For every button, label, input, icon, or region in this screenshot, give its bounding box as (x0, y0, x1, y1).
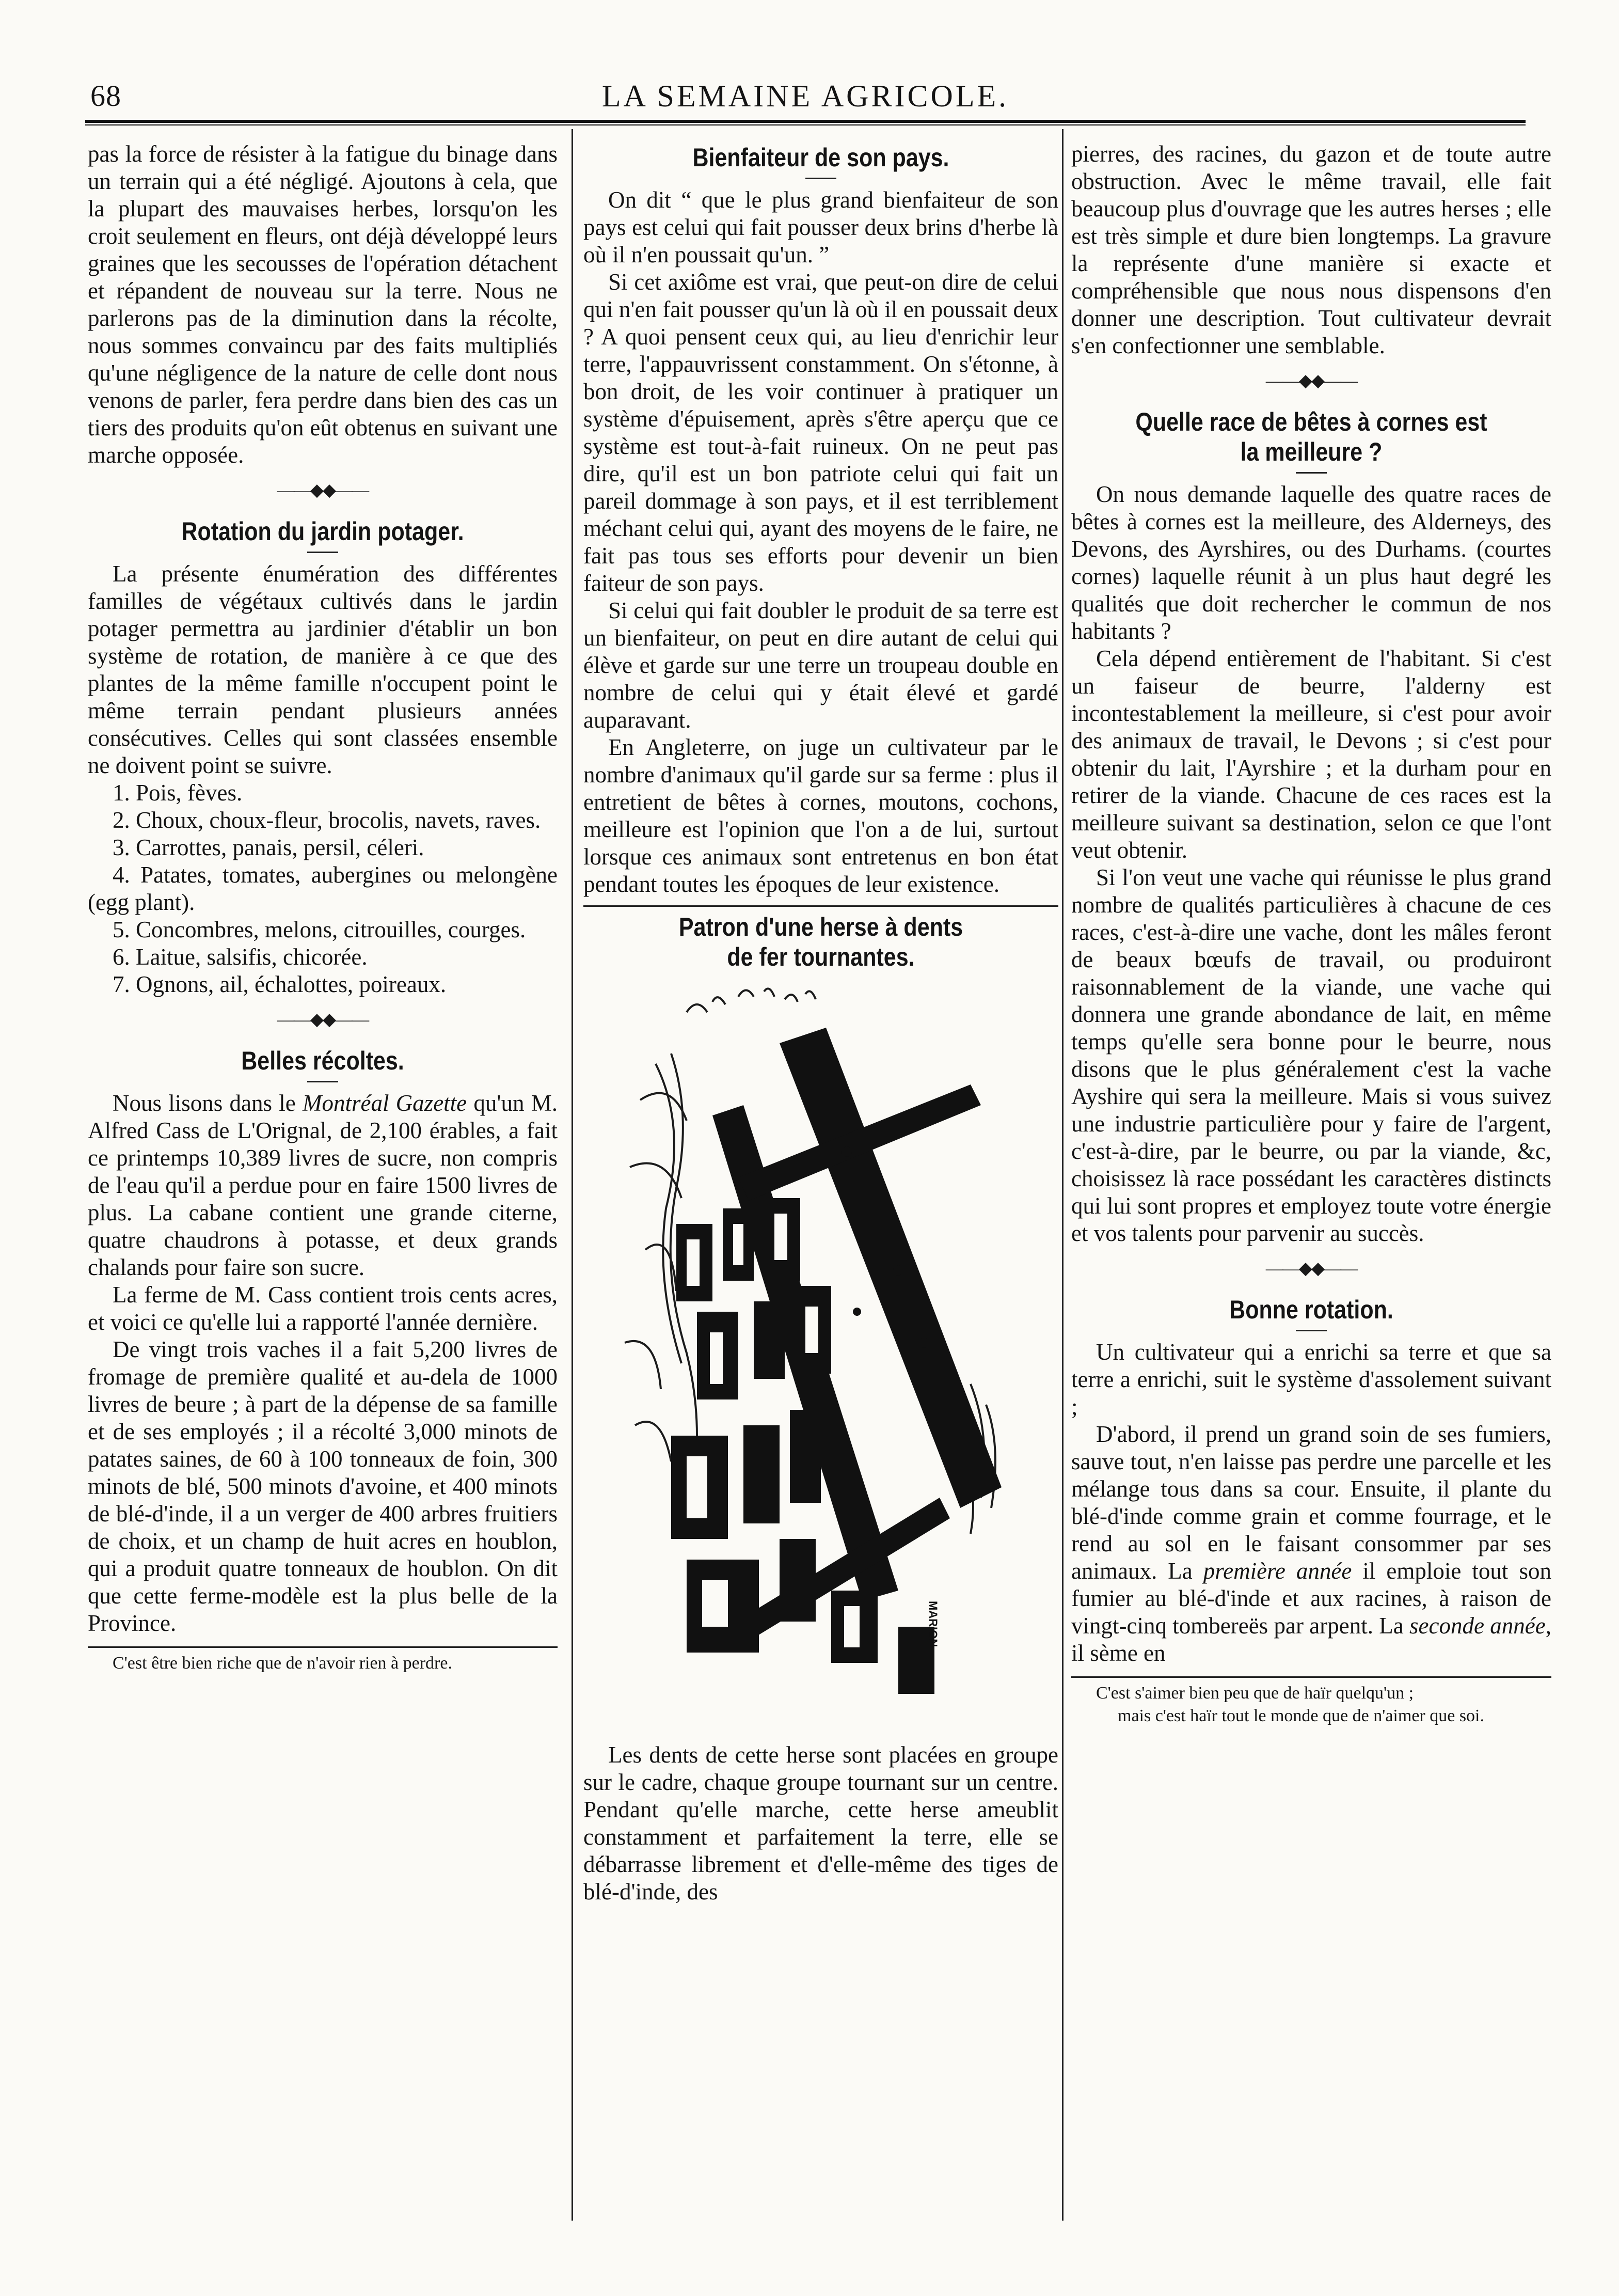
column-1 (88, 140, 558, 2253)
article-paragraph: La ferme de M. Cass contient trois cents acres, et voici ce qu'elle lui a rapporté l'année dernière. (88, 1282, 558, 1335)
section-ornament: ——◆◆—— (277, 481, 369, 500)
article-paragraph: Si celui qui fait doubler le produit de sa terre est un bienfaiteur, on peut en dire autant de celui qui élève et garde sur une terre un troupeau double en nombre de celui qui y était élevé et gardé auparavant. (583, 597, 1058, 733)
newspaper-name: Montréal Gazette (302, 1090, 467, 1116)
title-dash (1296, 472, 1327, 474)
article-paragraph: Si cet axiôme est vrai, que peut-on dire de celui qui n'en fait pousser qu'un là où il en poussait deux ? A quoi pensent ceux qui, au lieu d'enrichir leur terre, l'appauvrissent constamment. On s'étonne, à bon droit, de les voir continuer à pratiquer un système d'épuisement, après s'être aperçu que ce système est tout-à-fait ruineux. On ne peut pas dire, qu'il est un bon patriote celui qui fait un pareil dommage à son pays, et il est terriblement méchant celui qui, ayant des moyens de le faire, ne fait pas tous ses efforts pour devenir un bien faiteur de son pays. (583, 269, 1058, 596)
article-paragraph: On dit “ que le plus grand bienfaiteur de son pays est celui qui fait pousser deux brins d'herbe là où il n'en poussait qu'un. ” (583, 187, 1058, 268)
footer-quote: C'est être bien riche que de n'avoir rien à perdre. (113, 1654, 452, 1673)
section-ornament: ——◆◆—— (277, 1010, 369, 1029)
list-item: 2. Choux, choux-fleur, brocolis, navets, raves. (113, 807, 541, 833)
column-2 (583, 140, 1058, 2253)
harrow-engraving (609, 981, 1033, 1730)
page-number: 68 (90, 79, 121, 113)
header-rule (85, 120, 1526, 125)
running-head (85, 78, 1526, 115)
column-rule (1062, 129, 1064, 2221)
article-title-herse-line1: Patron d'une herse à dents (678, 913, 963, 941)
title-dash (307, 1081, 338, 1082)
section-ornament: ——◆◆—— (1265, 371, 1357, 390)
article-title-bienfaiteur: Bienfaiteur de son pays. (692, 143, 949, 172)
article-paragraph (88, 1090, 558, 1281)
column-3 (1071, 140, 1551, 2253)
article-title-race-line2: la meilleure ? (1240, 437, 1383, 466)
article-title-belles-recoltes: Belles récoltes. (241, 1046, 404, 1075)
section-ornament: ——◆◆—— (1265, 1259, 1357, 1278)
article-title-bonne-rotation: Bonne rotation. (1229, 1295, 1393, 1324)
text-run: D'abord, il prend un grand soin de ses fumiers, sauve tout, n'en laisse pas perdre une parcelle et les mélange tous dans sa cour. Ensuite, il plante du blé-d'inde comme grain et comme fourrage, et le rend au sol en le faisant consommer par ses animaux. La (1071, 1421, 1551, 1584)
article-paragraph: La présente énumération des différentes familles de végétaux cultivés dans le jardin potager permettra au jardinier d'établir un bon système de rotation, de manière à ce que des plantes de la même famille n'occupent point le même terrain pendant plusieurs années consécutives. Celles qui sont classées ensemble ne doivent point se suivre. (88, 561, 558, 778)
footer-rule (88, 1646, 558, 1648)
footer-rule (1071, 1676, 1551, 1678)
article-title-race-line1: Quelle race de bêtes à cornes est (1135, 407, 1487, 436)
text-run: , il sème en (1071, 1613, 1551, 1666)
figure-caption: Les dents de cette herse sont placées en groupe sur le cadre, chaque groupe tournant sur un centre. Pendant qu'elle marche, cette herse ameublit constamment et parfaitement la terre, elle se débarrasse librement et d'elle-même des tiges de blé-d'inde, des (583, 1742, 1058, 1905)
emphasis: première année (1203, 1558, 1352, 1584)
list-item: 7. Ognons, ail, échalottes, poireaux. (113, 971, 447, 997)
article-continuation: pas la force de résister à la fatigue du binage dans un terrain qui a été négligé. Ajoutons à cela, que la plupart des mauvaises herbes, lorsqu'on les croit seulement en fleurs, ont déjà développé leurs graines que les secousses de l'opération détachent et répandent de nouveau sur la terre. Nous ne parlerons pas de la diminution dans la récolte, nous sommes convaincu par des faits multipliés qu'une négligence de la nature de celle dont nous venons de parler, fera perdre dans bien des cas un tiers des produits qu'on eût obtenus en suivant une marche opposée. (88, 141, 558, 468)
article-paragraph: Un cultivateur qui a enrichi sa terre et que sa terre a enrichi, suit le système d'assolement suivant ; (1071, 1339, 1551, 1420)
list-item: 5. Concombres, melons, citrouilles, courges. (113, 917, 526, 942)
article-paragraph: Si l'on veut une vache qui réunisse le plus grand nombre de qualités particulières à chacune de ces races, c'est-à-dire une vache, dont les mâles feront de beaux bœufs de travail, ou produiront raisonnablement de la viande, une vache qui donnera une grande abondance de lait, en même temps qu'elle sera bonne pour le beurre, nous disons que le plus généralement c'est la vache Ayshire qui sera la meilleure. Mais si vous suivez une industrie particulière pour y faire de l'argent, c'est-à-dire, par le beurre, ou par la viande, &c, choisissez là race possédant les caractères distincts qui lui sont propres et employez toute votre énergie et vos talents pour parvenir au succès. (1071, 864, 1551, 1246)
list-item: 1. Pois, fèves. (113, 780, 243, 806)
article-paragraph: De vingt trois vaches il a fait 5,200 livres de fromage de première qualité et au-dela de 1000 livres de beure ; à part de la dépense de sa famille et de ses employés ; il a récolté 3,000 minots de patates saines, de 60 à 100 tonneaux de foin, 300 minots de blé, 500 minots d'avoine, et 400 minots de blé-d'inde, il a un verger de 400 arbres fruitiers de choix, et un champ de huit acres en houblon, qui a produit quatre tonneaux de houblon. On dit que cette ferme-modèle est la plus belle de la Province. (88, 1336, 558, 1636)
text-run: il emploie tout son fumier au blé-d'inde et aux racines, à raison de vingt-cinq tombereës par arpent. La (1071, 1558, 1551, 1639)
list-item: 4. Patates, tomates, aubergines ou melongène (egg plant). (88, 862, 558, 915)
text-run: Nous lisons dans le (113, 1090, 303, 1116)
column-rule (572, 129, 573, 2221)
footer-quote-line1: C'est s'aimer bien peu que de haïr quelqu'un ; (1096, 1684, 1414, 1703)
title-dash (1296, 1330, 1327, 1331)
list-item: 3. Carrottes, panais, persil, céleri. (113, 835, 424, 860)
article-paragraph: En Angleterre, on juge un cultivateur par le nombre d'animaux qu'il garde sur sa ferme : plus il entretient de bêtes à cornes, moutons, cochons, meilleure est l'opinion que l'on a de lui, surtout lorsque ces animaux sont entretenus en bon état pendant toutes les époques de leur existence. (583, 734, 1058, 897)
article-continuation: pierres, des racines, du gazon et de toute autre obstruction. Avec le même travail, elle fait beaucoup plus d'ouvrage que les autres herses ; elle est très simple et dure bien longtemps. La gravure la représente d'une manière si exacte et compréhensible que nous nous dispensons d'en donner une description. Tout cultivateur devrait s'en confectionner une semblable. (1071, 141, 1551, 358)
journal-title: LA SEMAINE AGRICOLE. (601, 79, 1009, 113)
article-paragraph: On nous demande laquelle des quatre races de bêtes à cornes est la meilleure, des Alderneys, des Devons, des Ayrshires, ou des Durhams. (courtes cornes) laquelle réunit à un plus haut degré les qualités que doit rechercher le commun de nos habitants ? (1071, 481, 1551, 644)
section-rule (583, 905, 1058, 907)
text-run: qu'un M. Alfred Cass de L'Orignal, de 2,100 érables, a fait ce printemps 10,389 livres de sucre, non compris de l'eau qu'il a perdue pour en faire 1500 livres de plus. La cabane contient une grande citerne, quatre chaudrons à potasse, et deux grands chalands pour faire son sucre. (88, 1090, 558, 1280)
article-paragraph (1071, 1421, 1551, 1667)
article-title-herse-line2: de fer tournantes. (727, 942, 915, 971)
title-dash (805, 178, 836, 179)
footer-quote-line2: mais c'est haïr tout le monde que de n'aimer que soi. (1118, 1706, 1484, 1725)
article-title-rotation: Rotation du jardin potager. (181, 517, 464, 546)
engraver-signature: MARION (927, 1601, 940, 1647)
emphasis: seconde année (1409, 1613, 1546, 1639)
title-dash (307, 552, 338, 553)
article-paragraph: Cela dépend entièrement de l'habitant. Si c'est un faiseur de beurre, l'alderny est incontestablement la meilleure, si c'est pour avoir des animaux de travail, le Devons ; si c'est pour obtenir du lait, l'Ayrshire ; et la durham pour en retirer de la viande. Chacune de ces races est la meilleure suivant sa destination, selon ce que l'ont veut obtenir. (1071, 646, 1551, 863)
list-item: 6. Laitue, salsifis, chicorée. (113, 944, 368, 970)
